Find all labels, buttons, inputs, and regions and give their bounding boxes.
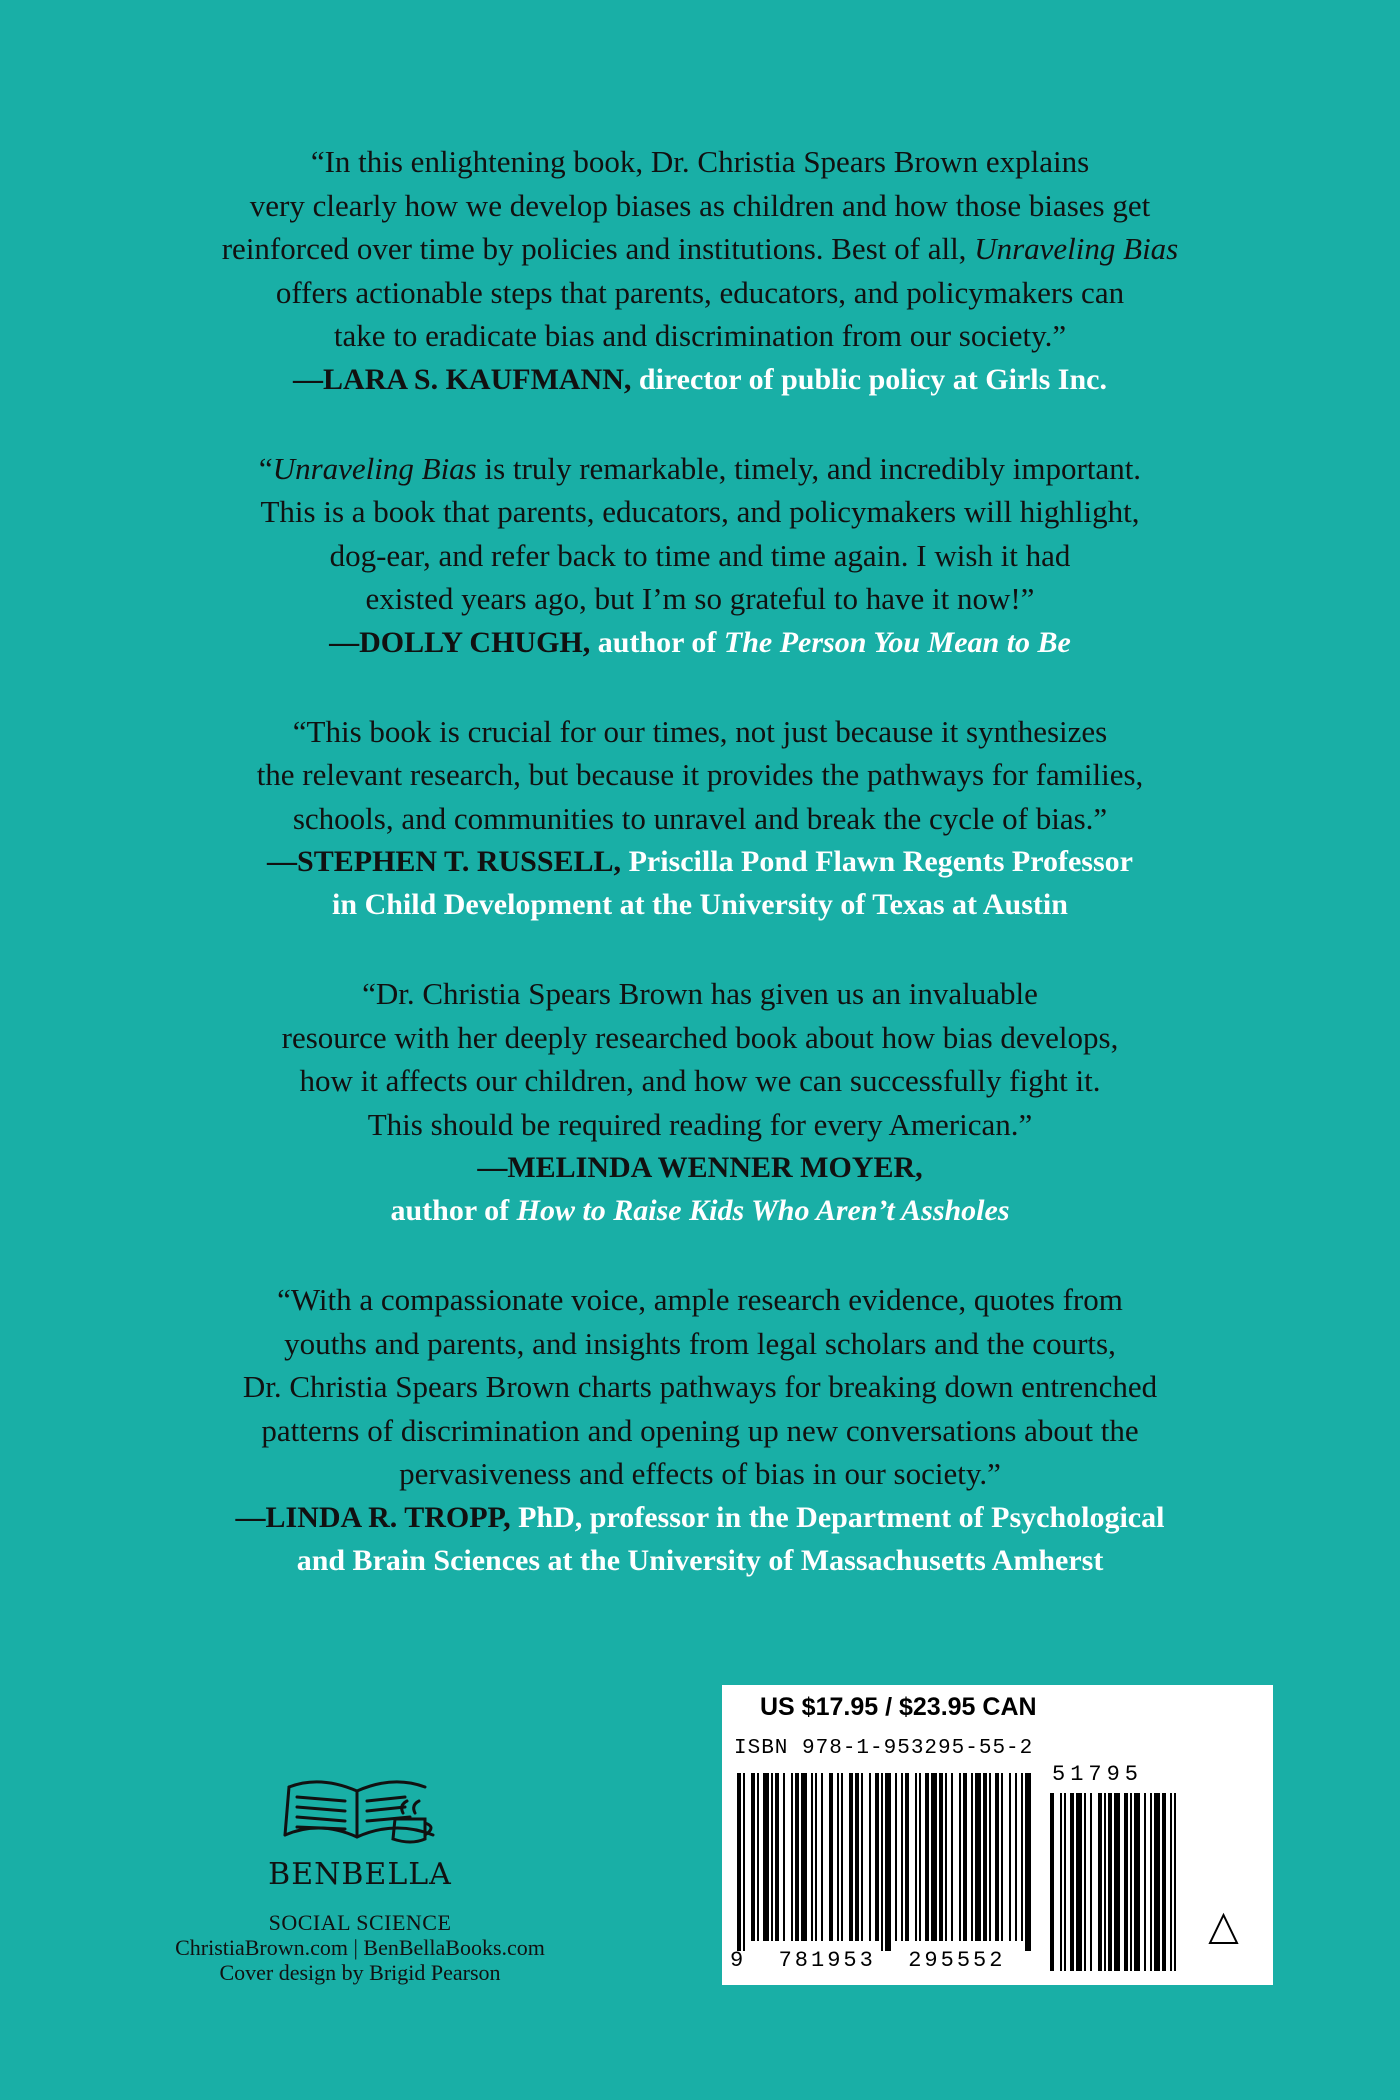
quote-segment: reinforced over time by policies and institutions. Best of all, — [221, 231, 975, 266]
quote-line: “In this enlightening book, Dr. Christia Spears Brown explains — [310, 144, 1090, 179]
quote-line: “With a compassionate voice, ample research evidence, quotes from — [277, 1282, 1123, 1317]
triangle-icon — [1210, 1915, 1237, 1943]
ean-digits: 9 781953 295552 — [730, 1948, 1006, 1973]
endorser-name: —LINDA R. TROPP, — [235, 1500, 511, 1534]
endorser-name: —DOLLY CHUGH, — [329, 625, 591, 659]
blurbs-section — [0, 140, 1400, 1628]
endorser-name: —LARA S. KAUFMANN, — [293, 362, 632, 396]
open-book-coffee-cup-icon — [275, 1765, 445, 1855]
book-title-italic: Unraveling Bias — [272, 450, 477, 486]
quote-line: schools, and communities to unravel and break the cycle of bias.” — [292, 800, 1108, 836]
addon-digits: 51795 — [1052, 1762, 1144, 1787]
blurb-2 — [0, 447, 1400, 664]
quote-segment: “ — [258, 450, 273, 486]
barcode-graphic — [722, 1685, 1273, 1985]
price-label: US $17.95 / $23.95 CAN — [760, 1693, 1037, 1721]
book-title-italic: The Person You Mean to Be — [723, 625, 1071, 659]
quote-line: “This book is crucial for our times, not just because it synthesizes — [292, 713, 1108, 749]
quote-line: Dr. Christia Spears Brown charts pathways for breaking down entrenched — [242, 1369, 1158, 1404]
attribution-line — [0, 621, 1400, 664]
quote-line: This is a book that parents, educators, and policymakers will highlight, — [260, 494, 1140, 529]
quote-line: how it affects our children, and how we can successfully fight it. — [299, 1063, 1101, 1098]
quote-line: patterns of discrimination and opening up new conversations about the — [261, 1412, 1139, 1448]
attribution-line — [0, 1146, 1400, 1189]
attribution-line — [0, 840, 1400, 883]
barcode-box — [722, 1685, 1273, 1985]
endorser-credentials: in Child Development at the University of Texas at Austin — [332, 888, 1068, 921]
quote-line: youths and parents, and insights from legal scholars and the courts, — [284, 1325, 1116, 1361]
cover-credit: Cover design by Brigid Pearson — [219, 1960, 501, 1985]
quote-line: very clearly how we develop biases as children and how those biases get — [249, 187, 1151, 223]
subject-category: SOCIAL SCIENCE — [268, 1910, 452, 1935]
endorser-name: —MELINDA WENNER MOYER, — [477, 1151, 923, 1184]
endorser-name: —STEPHEN T. RUSSELL, — [267, 845, 622, 878]
isbn-label: ISBN 978-1-953295-55-2 — [734, 1737, 1034, 1760]
publisher-block — [130, 1765, 590, 1985]
quote-line: resource with her deeply researched book about how bias develops, — [281, 1019, 1119, 1055]
endorser-credentials: author of — [590, 625, 724, 659]
blurb-5 — [0, 1278, 1400, 1582]
quote-line: the relevant research, but because it provides the pathways for families, — [256, 757, 1144, 792]
blurb-1 — [0, 140, 1400, 401]
quote-line: pervasiveness and effects of bias in our society.” — [399, 1456, 1001, 1491]
quote-line: offers actionable steps that parents, educators, and policymakers can — [275, 274, 1125, 310]
quote-line: This should be required reading for every American.” — [367, 1106, 1033, 1142]
book-title-italic: Unraveling Bias — [974, 231, 1179, 266]
book-title-italic: How to Raise Kids Who Aren’t Assholes — [516, 1194, 1010, 1227]
quote-line: “Dr. Christia Spears Brown has given us an invaluable — [362, 976, 1038, 1011]
attribution-line — [0, 883, 1400, 926]
quote-line: existed years ago, but I’m so grateful to have it now!” — [365, 581, 1035, 616]
quote-line: take to eradicate bias and discrimination from our society.” — [333, 318, 1067, 353]
attribution-line — [0, 358, 1400, 401]
attribution-line — [0, 1539, 1400, 1582]
quote-line: dog-ear, and refer back to time and time again. I wish it had — [329, 537, 1071, 573]
endorser-credentials: and Brain Sciences at the University of Massachusetts Amherst — [296, 1543, 1104, 1577]
blurb-3 — [0, 710, 1400, 927]
attribution-line — [0, 1189, 1400, 1232]
endorser-credentials: PhD, professor in the Department of Psychological — [510, 1500, 1165, 1534]
endorser-credentials: author of — [390, 1194, 517, 1227]
endorser-credentials: Priscilla Pond Flawn Regents Professor — [621, 845, 1133, 878]
quote-line — [0, 227, 1400, 271]
publisher-logo-text: BENBELLA — [268, 1857, 452, 1892]
endorser-credentials: director of public policy at Girls Inc. — [631, 362, 1107, 396]
websites-text: ChristiaBrown.com | BenBellaBooks.com — [175, 1935, 545, 1960]
quote-segment: is truly remarkable, timely, and incredibly important. — [476, 450, 1142, 486]
blurb-4 — [0, 972, 1400, 1232]
quote-line — [0, 447, 1400, 491]
attribution-line — [0, 1496, 1400, 1539]
